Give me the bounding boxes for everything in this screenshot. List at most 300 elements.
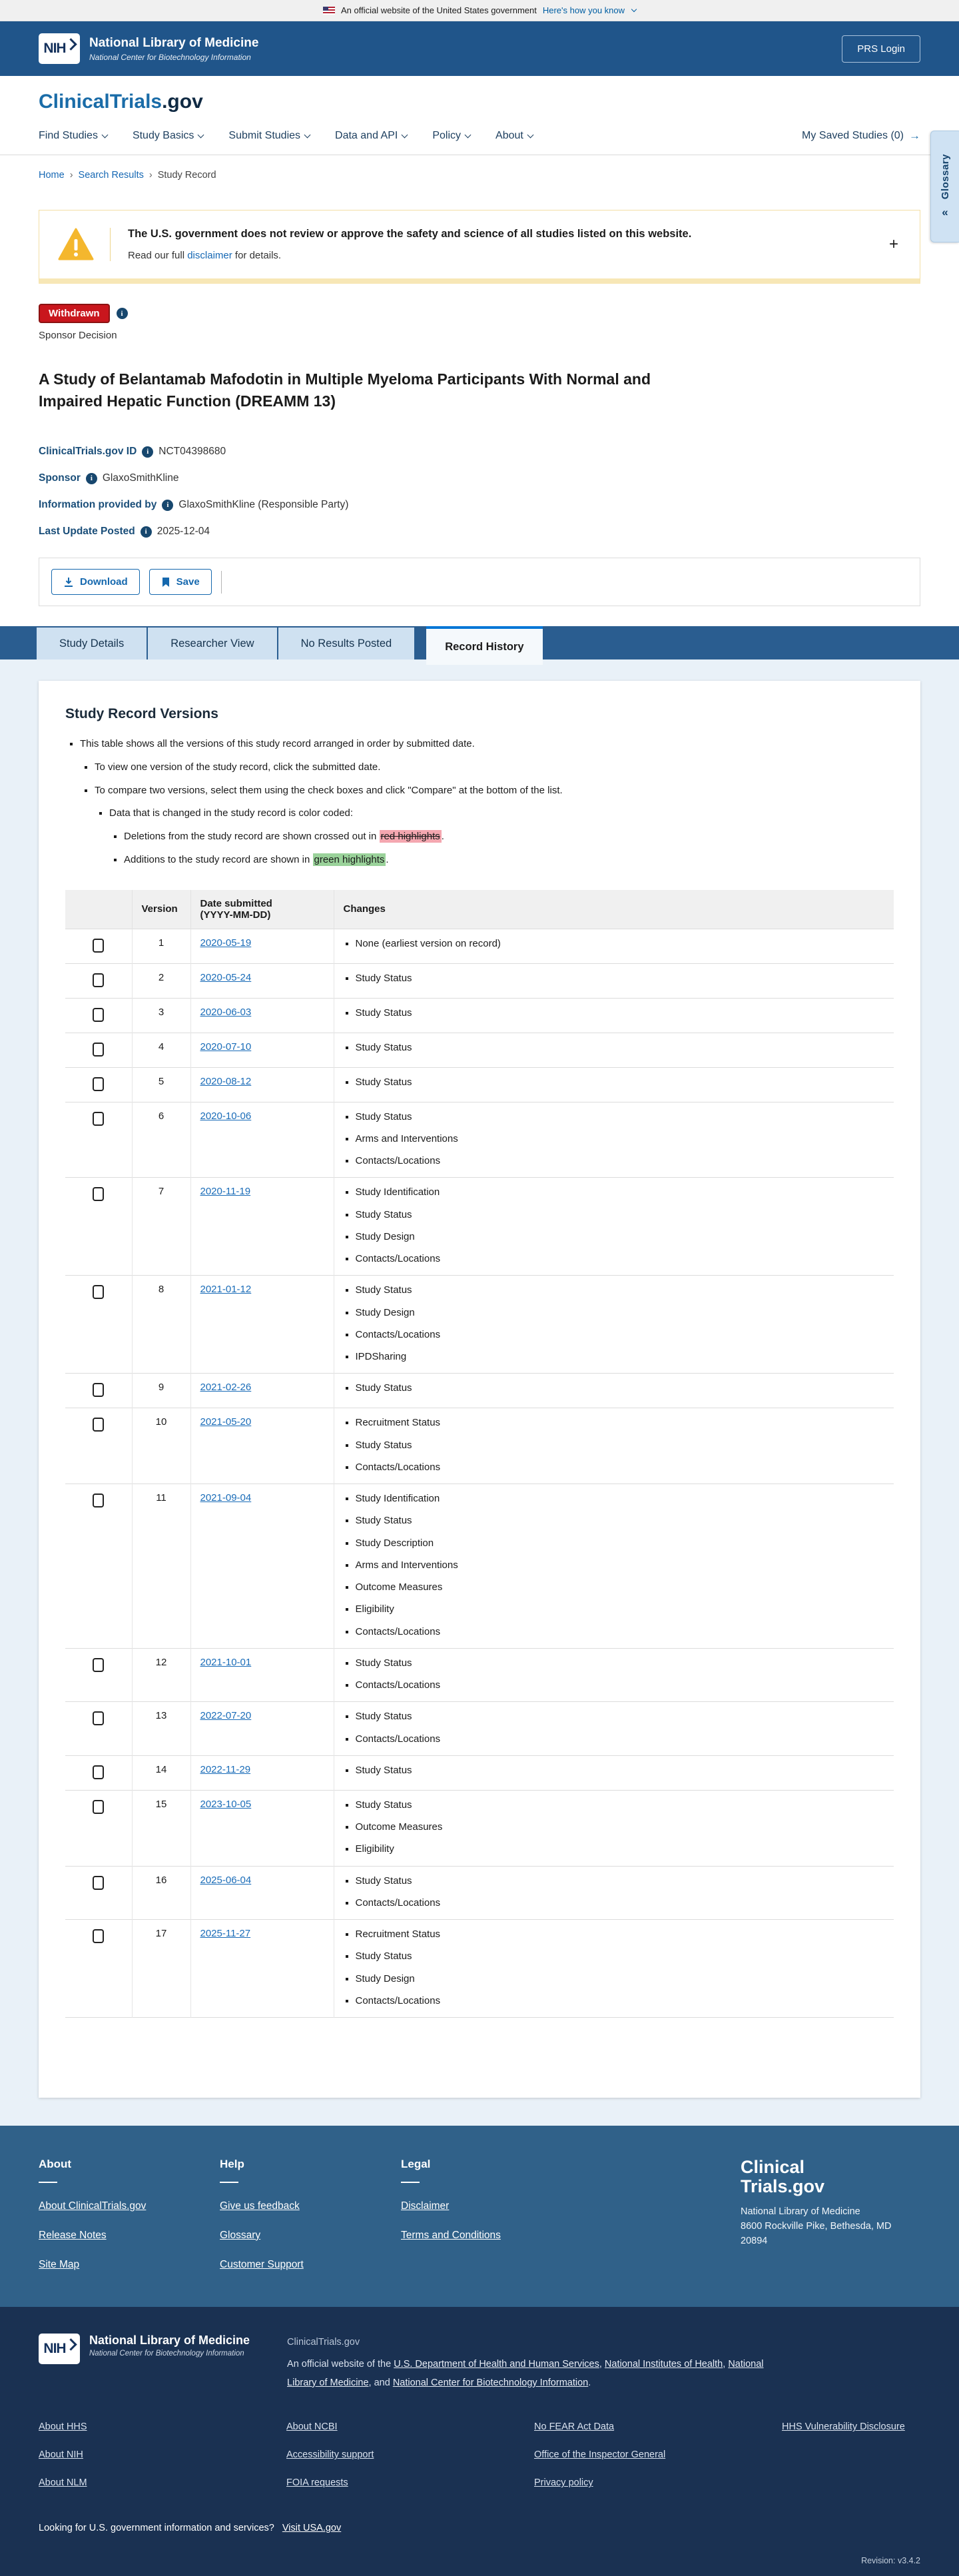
subfooter-link-item (286, 2477, 534, 2488)
red-highlight-sample: red highlights (380, 831, 440, 843)
changes-cell (334, 1755, 894, 1790)
change-item: ▪ Arms and Interventions (356, 1559, 885, 1572)
version-checkbox[interactable] (93, 1494, 104, 1507)
version-date-link[interactable]: 2021-09-04 (200, 1492, 252, 1504)
save-button[interactable]: Save (149, 569, 212, 595)
date-cell (190, 1790, 334, 1866)
subfooter-link-column-3 (534, 2421, 782, 2505)
footer-brand (741, 2158, 920, 2271)
table-footer-spacer (65, 2018, 894, 2067)
nlm-subtitle: National Center for Biotechnology Information (89, 52, 251, 62)
study-field-row (39, 499, 920, 511)
field-label: Information provided by (39, 499, 157, 511)
version-checkbox[interactable] (93, 1043, 104, 1057)
version-date-link[interactable]: 2021-01-12 (200, 1284, 252, 1296)
table-row (65, 1276, 894, 1374)
footer-link-disclaimer[interactable]: Disclaimer (401, 2200, 450, 2212)
changes-cell (334, 963, 894, 998)
field-value: GlaxoSmithKline (Responsible Party) (178, 499, 349, 511)
table-row (65, 1702, 894, 1756)
changes-cell (334, 1374, 894, 1408)
site-footer (0, 2126, 959, 2307)
footer-column-about (39, 2158, 220, 2271)
change-item: ▪ Study Status (356, 1076, 885, 1089)
change-item: ▪ IPDSharing (356, 1350, 885, 1364)
checkbox-cell (65, 1178, 132, 1276)
chevron-down-icon (304, 131, 311, 138)
date-cell (190, 1920, 334, 2018)
version-cell: 10 (132, 1408, 190, 1484)
table-row (65, 1755, 894, 1790)
change-item: ▪ Contacts/Locations (356, 1897, 885, 1910)
subfooter-link-item (534, 2477, 782, 2488)
disclaimer-link[interactable]: disclaimer (187, 250, 232, 261)
change-item: ▪ Study Status (356, 1284, 885, 1297)
change-item: ▪ Study Status (356, 1657, 885, 1670)
change-item: ▪ Study Status (356, 1514, 885, 1527)
nav-item-label: Study Basics (132, 130, 194, 141)
version-date-link[interactable]: 2020-06-03 (200, 1006, 252, 1018)
date-cell (190, 1408, 334, 1484)
main-nav (39, 113, 920, 155)
table-row (65, 1648, 894, 1702)
version-checkbox[interactable] (93, 1929, 104, 1943)
footer-link-columns (39, 2421, 920, 2505)
subfooter-link-item (534, 2421, 782, 2432)
version-date-link[interactable]: 2025-06-04 (200, 1874, 252, 1886)
bookmark-icon (161, 577, 170, 588)
version-checkbox[interactable] (93, 1077, 104, 1091)
version-cell: 9 (132, 1374, 190, 1408)
footer-column-heading: About (39, 2157, 72, 2170)
footer-link-glossary[interactable]: Glossary (220, 2229, 261, 2241)
chevron-down-icon (198, 131, 204, 138)
version-checkbox[interactable] (93, 939, 104, 953)
table-row (65, 1033, 894, 1067)
changes-cell (334, 1702, 894, 1756)
nih-logo[interactable]: NIH (39, 2334, 80, 2364)
record-history-panel (0, 659, 959, 2126)
nav-item-label: Submit Studies (228, 130, 301, 141)
changes-cell (334, 1920, 894, 2018)
version-cell: 12 (132, 1648, 190, 1702)
alert-body: Read our full disclaimer for details. (128, 250, 282, 261)
field-label: ClinicalTrials.gov ID (39, 446, 137, 458)
gov-banner (0, 0, 959, 21)
changes-cell (334, 929, 894, 963)
footer-link-give-us-feedback[interactable]: Give us feedback (220, 2200, 300, 2212)
breadcrumb-separator: › (69, 170, 73, 181)
version-checkbox[interactable] (93, 1285, 104, 1299)
nav-item-about[interactable] (495, 130, 533, 142)
footer-link-item (39, 2230, 220, 2242)
chevron-down-icon (527, 131, 533, 138)
footer-logo: Clinical Trials.gov (741, 2156, 825, 2197)
version-cell: 17 (132, 1920, 190, 2018)
version-date-link[interactable]: 2020-08-12 (200, 1075, 252, 1087)
info-icon[interactable]: i (162, 500, 173, 511)
table-row (65, 1484, 894, 1649)
checkbox-cell (65, 1755, 132, 1790)
tab-researcher-view[interactable]: Researcher View (148, 628, 278, 659)
date-cell (190, 929, 334, 963)
subfooter-link-item (286, 2449, 534, 2460)
change-item: ▪ Contacts/Locations (356, 1679, 885, 1692)
subfooter-link-about-nlm[interactable]: About NLM (39, 2477, 87, 2489)
table-row (65, 1790, 894, 1866)
footer-official-text (287, 2334, 793, 2393)
version-checkbox[interactable] (93, 1658, 104, 1672)
version-date-link[interactable]: 2020-05-24 (200, 971, 252, 983)
version-checkbox[interactable] (93, 1187, 104, 1201)
footer-link-item (220, 2259, 401, 2271)
change-item: ▪ Contacts/Locations (356, 1733, 885, 1746)
footer-link-customer-support[interactable]: Customer Support (220, 2258, 304, 2270)
date-column-header: Date submitted (YYYY-MM-DD) (190, 890, 334, 929)
checkbox-cell (65, 1276, 132, 1374)
site-header (0, 76, 959, 155)
version-date-link[interactable]: 2023-10-05 (200, 1798, 252, 1810)
change-item: ▪ Contacts/Locations (356, 1252, 885, 1266)
change-item: ▪ Study Status (356, 1041, 885, 1055)
footer-column-heading: Help (220, 2157, 244, 2170)
version-cell: 16 (132, 1866, 190, 1920)
changes-cell (334, 1276, 894, 1374)
version-checkbox[interactable] (93, 1711, 104, 1725)
change-item: ▪ Study Status (356, 1110, 885, 1124)
official-website-sentence: An official website of the U.S. Department of Health and Human Services, National Institutes of Health, National Library of Medicine, and National Center for Biotechnology Information. (287, 2359, 764, 2388)
change-item: ▪ Study Design (356, 1972, 885, 1986)
version-date-link[interactable]: 2020-05-19 (200, 937, 252, 949)
date-cell (190, 1178, 334, 1276)
checkbox-cell (65, 963, 132, 998)
version-cell: 2 (132, 963, 190, 998)
subfooter-link-about-nih[interactable]: About NIH (39, 2449, 83, 2461)
footer-link-item (220, 2230, 401, 2242)
change-item: ▪ Contacts/Locations (356, 1994, 885, 2008)
subfooter-link-item (782, 2421, 905, 2432)
visit-usagov-link[interactable]: Visit USA.gov (282, 2523, 342, 2534)
checkbox-cell (65, 1374, 132, 1408)
version-checkbox[interactable] (93, 1876, 104, 1890)
table-row (65, 1920, 894, 2018)
change-item: ▪ Contacts/Locations (356, 1328, 885, 1342)
change-item: ▪ Study Status (356, 1439, 885, 1452)
version-cell: 3 (132, 998, 190, 1033)
action-divider (221, 571, 222, 594)
changes-cell (334, 1178, 894, 1276)
change-item: ▪ Recruitment Status (356, 1928, 885, 1941)
change-item: ▪ None (earliest version on record) (356, 937, 885, 951)
footer-link-about-clinicaltrials-gov[interactable]: About ClinicalTrials.gov (39, 2200, 147, 2212)
footer-link-item (220, 2200, 401, 2212)
version-checkbox[interactable] (93, 1008, 104, 1022)
subfooter-link-hhs-vulnerability-disclosure[interactable]: HHS Vulnerability Disclosure (782, 2421, 905, 2433)
checkbox-cell (65, 1648, 132, 1702)
changes-column-header: Changes (334, 890, 894, 929)
subfooter-link-accessibility-support[interactable]: Accessibility support (286, 2449, 374, 2461)
changes-cell (334, 1866, 894, 1920)
subfooter-link-about-ncbi[interactable]: About NCBI (286, 2421, 338, 2433)
version-cell: 11 (132, 1484, 190, 1649)
changes-cell (334, 1790, 894, 1866)
subfooter-link-no-fear-act-data[interactable]: No FEAR Act Data (534, 2421, 615, 2433)
changes-cell (334, 1484, 894, 1649)
field-value: NCT04398680 (159, 446, 226, 458)
nav-item-policy[interactable] (432, 130, 470, 142)
checkbox-cell (65, 1033, 132, 1067)
study-field-row (39, 472, 920, 484)
table-row (65, 1102, 894, 1178)
nlm-title: National Library of Medicine (89, 35, 259, 50)
footer-column-legal (401, 2158, 582, 2271)
tab-record-history[interactable]: Record History (426, 626, 542, 665)
info-icon[interactable]: i (117, 308, 128, 319)
status-badge: Withdrawn (39, 304, 110, 323)
checkbox-cell (65, 1484, 132, 1649)
study-field-row (39, 526, 920, 538)
change-item: ▪ Eligibility (356, 1843, 885, 1856)
version-date-link[interactable]: 2020-11-19 (200, 1186, 251, 1198)
saved-studies-link[interactable]: My Saved Studies (0) → (802, 129, 920, 142)
nlm-footer (0, 2307, 959, 2576)
checkbox-cell (65, 1866, 132, 1920)
breadcrumb-separator: › (149, 170, 153, 181)
version-date-link[interactable]: 2022-07-20 (200, 1710, 252, 1722)
how-you-know-link[interactable]: Here's how you know (542, 5, 625, 15)
heading-rule (220, 2182, 238, 2183)
footer-address (741, 2205, 920, 2248)
change-item: ▪ Study Status (356, 972, 885, 985)
change-item: ▪ Contacts/Locations (356, 1154, 885, 1168)
change-item: ▪ Eligibility (356, 1603, 885, 1616)
address-line: National Library of Medicine (741, 2206, 860, 2218)
change-item: ▪ Outcome Measures (356, 1821, 885, 1834)
subfooter-link-column-2 (286, 2421, 534, 2505)
version-cell: 13 (132, 1702, 190, 1756)
version-date-link[interactable]: 2021-02-26 (200, 1382, 252, 1394)
version-date-link[interactable]: 2020-10-06 (200, 1110, 252, 1122)
table-row (65, 1178, 894, 1276)
info-icon[interactable]: i (142, 446, 153, 458)
version-cell: 15 (132, 1790, 190, 1866)
revision-label: Revision: v3.4.2 (861, 2556, 920, 2566)
field-label: Last Update Posted (39, 526, 135, 538)
version-checkbox[interactable] (93, 973, 104, 987)
field-label: Sponsor (39, 472, 81, 484)
date-cell (190, 998, 334, 1033)
breadcrumb (0, 155, 959, 186)
warning-icon (58, 228, 94, 261)
subfooter-link-about-hhs[interactable]: About HHS (39, 2421, 87, 2433)
section-heading: Study Record Versions (65, 706, 218, 722)
version-date-link[interactable]: 2021-10-01 (200, 1656, 252, 1668)
version-date-link[interactable]: 2025-11-27 (200, 1928, 251, 1940)
date-cell (190, 1484, 334, 1649)
table-row (65, 1866, 894, 1920)
clinicaltrials-logo[interactable]: ClinicalTrials.gov (39, 91, 203, 113)
checkbox-cell (65, 1067, 132, 1102)
footer-link-terms-and-conditions[interactable]: Terms and Conditions (401, 2229, 501, 2241)
tab-no-results-posted[interactable]: No Results Posted (278, 628, 416, 659)
date-cell (190, 1648, 334, 1702)
date-cell (190, 1702, 334, 1756)
date-cell (190, 1067, 334, 1102)
subfooter-link-foia-requests[interactable]: FOIA requests (286, 2477, 348, 2489)
changes-cell (334, 1033, 894, 1067)
change-item: ▪ Study Status (356, 1950, 885, 1963)
table-row (65, 998, 894, 1033)
footer-link-site-map[interactable]: Site Map (39, 2258, 80, 2270)
change-item: ▪ Contacts/Locations (356, 1461, 885, 1474)
version-column-header: Version (132, 890, 190, 929)
changes-cell (334, 1067, 894, 1102)
tab-bar (0, 626, 959, 659)
chevron-down-icon (465, 131, 472, 138)
subfooter-link-item (534, 2449, 782, 2460)
change-item: ▪ Outcome Measures (356, 1581, 885, 1594)
table-row (65, 963, 894, 998)
field-value: GlaxoSmithKline (102, 472, 179, 484)
change-item: ▪ Contacts/Locations (356, 1625, 885, 1639)
chevron-down-icon (101, 131, 108, 138)
green-highlight-sample: green highlights (314, 853, 385, 865)
prs-login-button[interactable]: PRS Login (842, 35, 920, 63)
nav-item-study-basics[interactable] (133, 130, 203, 142)
heading-rule (39, 2182, 57, 2183)
change-item: ▪ Study Identification (356, 1186, 885, 1199)
change-item: ▪ Study Identification (356, 1492, 885, 1505)
checkbox-cell (65, 1408, 132, 1484)
subfooter-link-column-4 (782, 2421, 905, 2505)
nav-item-label: About (495, 130, 523, 141)
table-row (65, 1408, 894, 1484)
version-checkbox[interactable] (93, 1418, 104, 1432)
version-cell: 4 (132, 1033, 190, 1067)
hhs-link[interactable]: U.S. Department of Health and Human Services (394, 2359, 599, 2370)
checkbox-cell (65, 1102, 132, 1178)
status-subtext: Sponsor Decision (39, 330, 117, 341)
version-checkbox[interactable] (93, 1765, 104, 1779)
change-item: ▪ Study Status (356, 1875, 885, 1888)
date-cell (190, 963, 334, 998)
breadcrumb-home[interactable]: Home (39, 170, 65, 181)
date-cell (190, 1866, 334, 1920)
tab-study-details[interactable]: Study Details (37, 628, 148, 659)
checkbox-column-header (65, 890, 132, 929)
checkbox-cell (65, 998, 132, 1033)
study-field-row (39, 446, 920, 458)
version-cell: 8 (132, 1276, 190, 1374)
checkbox-cell (65, 1702, 132, 1756)
nlm-link[interactable]: National Library of Medicine (287, 2359, 764, 2388)
nav-item-label: Data and API (335, 130, 398, 141)
footer-column-heading: Legal (401, 2157, 431, 2170)
change-item: ▪ Study Status (356, 1382, 885, 1395)
version-date-link[interactable]: 2022-11-29 (200, 1763, 251, 1775)
version-cell: 1 (132, 929, 190, 963)
heading-rule (401, 2182, 420, 2183)
date-cell (190, 1276, 334, 1374)
glossary-label: Glossary (939, 153, 951, 200)
change-item: ▪ Study Status (356, 1007, 885, 1020)
version-checkbox[interactable] (93, 1383, 104, 1397)
glossary-side-tab[interactable] (930, 131, 959, 242)
change-item: ▪ Study Design (356, 1230, 885, 1244)
subfooter-link-item (39, 2449, 286, 2460)
subfooter-link-item (39, 2477, 286, 2488)
address-line: 8600 Rockville Pike, Bethesda, MD (741, 2220, 892, 2232)
usa-gov-row: Looking for U.S. government information and services? Visit USA.gov (39, 2523, 342, 2534)
nav-item-data-and-api[interactable] (335, 130, 407, 142)
footer-link-item (39, 2200, 220, 2212)
change-item: ▪ Study Status (356, 1764, 885, 1777)
chevron-down-icon (631, 6, 637, 11)
footer-link-item (401, 2230, 582, 2242)
footer-link-item (401, 2200, 582, 2212)
footer-column-help (220, 2158, 401, 2271)
collapse-icon: « (942, 206, 948, 219)
subfooter-link-office-of-the-inspector-general[interactable]: Office of the Inspector General (534, 2449, 666, 2461)
date-cell (190, 1102, 334, 1178)
status-block (0, 284, 959, 341)
date-cell (190, 1755, 334, 1790)
version-checkbox[interactable] (93, 1112, 104, 1126)
alert-expand-button[interactable]: + (885, 234, 902, 254)
download-button[interactable]: Download (51, 569, 140, 595)
changes-cell (334, 1102, 894, 1178)
subfooter-link-column-1 (39, 2421, 286, 2505)
change-item: ▪ Arms and Interventions (356, 1132, 885, 1146)
action-bar (39, 558, 920, 606)
study-summary-fields (0, 422, 959, 538)
gov-banner-text: An official website of the United States government (340, 5, 537, 15)
nav-item-label: Find Studies (39, 130, 98, 141)
us-flag-icon (323, 7, 335, 15)
version-cell: 7 (132, 1178, 190, 1276)
nih-logo[interactable]: NIH (39, 33, 80, 64)
subfooter-link-item (39, 2421, 286, 2432)
changes-cell (334, 1408, 894, 1484)
version-checkbox[interactable] (93, 1800, 104, 1814)
footer-nlm-lockup: NIH National Library of Medicine National Center for Biotechnology Information (39, 2334, 250, 2393)
footer-link-release-notes[interactable]: Release Notes (39, 2229, 107, 2241)
study-record-versions-card (39, 681, 920, 2098)
info-icon[interactable]: i (86, 473, 97, 484)
info-icon[interactable]: i (141, 526, 152, 538)
nav-item-submit-studies[interactable] (228, 130, 310, 142)
subfooter-link-privacy-policy[interactable]: Privacy policy (534, 2477, 593, 2489)
ncbi-link[interactable]: National Center for Biotechnology Information (392, 2377, 589, 2388)
subfooter-link-item (286, 2421, 534, 2432)
checkbox-cell (65, 1920, 132, 2018)
alert-title: The U.S. government does not review or approve the safety and science of all studies listed on this website. (128, 228, 692, 240)
nav-item-find-studies[interactable] (39, 130, 107, 142)
date-cell (190, 1033, 334, 1067)
footer-link-item (39, 2259, 220, 2271)
change-item: ▪ Recruitment Status (356, 1416, 885, 1430)
chevron-down-icon (402, 131, 408, 138)
changes-cell (334, 1648, 894, 1702)
change-item: ▪ Study Status (356, 1710, 885, 1723)
breadcrumb-search-results[interactable]: Search Results (78, 170, 144, 181)
footer-sitename: ClinicalTrials.gov (287, 2336, 360, 2348)
arrow-right-icon: → (909, 129, 920, 142)
version-date-link[interactable]: 2021-05-20 (200, 1416, 252, 1428)
nih-link[interactable]: National Institutes of Health (604, 2359, 723, 2370)
version-date-link[interactable]: 2020-07-10 (200, 1041, 252, 1053)
change-item: ▪ Study Status (356, 1799, 885, 1812)
